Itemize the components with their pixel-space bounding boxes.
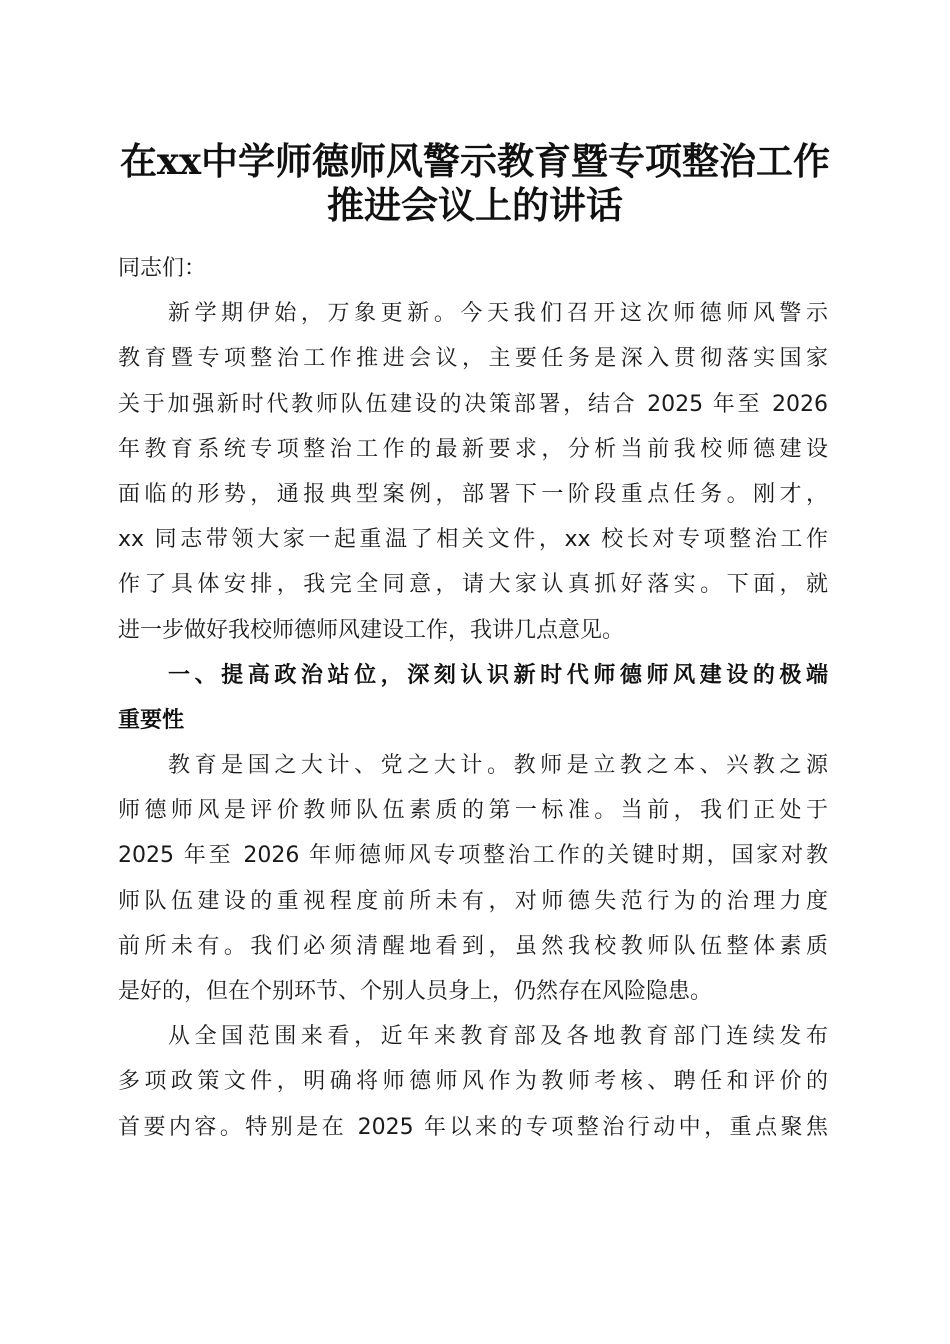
- paragraph-importance: [118, 743, 828, 1014]
- paragraph-line: 师队伍建设的重视程度前所未有，对师德失范行为的治理力度: [118, 888, 828, 914]
- paragraph-line: xx 同志带领大家一起重温了相关文件，xx 校长对专项整治工作: [118, 527, 828, 553]
- paragraph-line: 首要内容。特别是在 2025 年以来的专项整治行动中，重点聚焦: [118, 1114, 828, 1140]
- document-body: [118, 246, 828, 1150]
- paragraph-intro: [118, 291, 828, 653]
- paragraph-line: 2025 年至 2026 年师德师风专项整治工作的关键时期，国家对教: [118, 843, 828, 869]
- paragraph-line: 作了具体安排，我完全同意，请大家认真抓好落实。下面，就: [118, 572, 828, 598]
- paragraph-national: [118, 1014, 828, 1150]
- heading-line: 重要性: [118, 707, 185, 733]
- paragraph-line: 前所未有。我们必须清醒地看到，虽然我校教师队伍整体素质: [118, 933, 828, 959]
- paragraph-line: 关于加强新时代教师队伍建设的决策部署，结合 2025 年至 2026: [118, 391, 828, 417]
- paragraph-line: 教育暨专项整治工作推进会议，主要任务是深入贯彻落实国家: [118, 346, 828, 372]
- paragraph-line: 年教育系统专项整治工作的最新要求，分析当前我校师德建设: [118, 436, 828, 462]
- paragraph-line: 教育是国之大计、党之大计。教师是立教之本、兴教之源: [168, 753, 828, 779]
- paragraph-line: 是好的，但在个别环节、个别人员身上，仍然存在风险隐患。: [118, 979, 713, 1004]
- paragraph-line: 进一步做好我校师德师风建设工作，我讲几点意见。: [118, 617, 625, 643]
- section-heading-1: [118, 653, 828, 743]
- paragraph-line: 面临的形势，通报典型案例，部署下一阶段重点任务。刚才，: [118, 481, 828, 507]
- paragraph-line: 从全国范围来看，近年来教育部及各地教育部门连续发布: [168, 1024, 828, 1050]
- paragraph-line: 师德师风是评价教师队伍素质的第一标准。当前，我们正处于: [118, 798, 828, 824]
- heading-line: 一、提高政治站位，深刻认识新时代师德师风建设的极端: [168, 662, 828, 688]
- document-title-line-1: 在xx中学师德师风警示教育暨专项整治工作: [119, 139, 831, 183]
- paragraph-line: 新学期伊始，万象更新。今天我们召开这次师德师风警示: [168, 301, 828, 327]
- document-title-line-2: 推进会议上的讲话: [327, 183, 623, 227]
- salutation: 同志们：: [118, 256, 207, 281]
- paragraph-line: 多项政策文件，明确将师德师风作为教师考核、聘任和评价的: [118, 1069, 828, 1095]
